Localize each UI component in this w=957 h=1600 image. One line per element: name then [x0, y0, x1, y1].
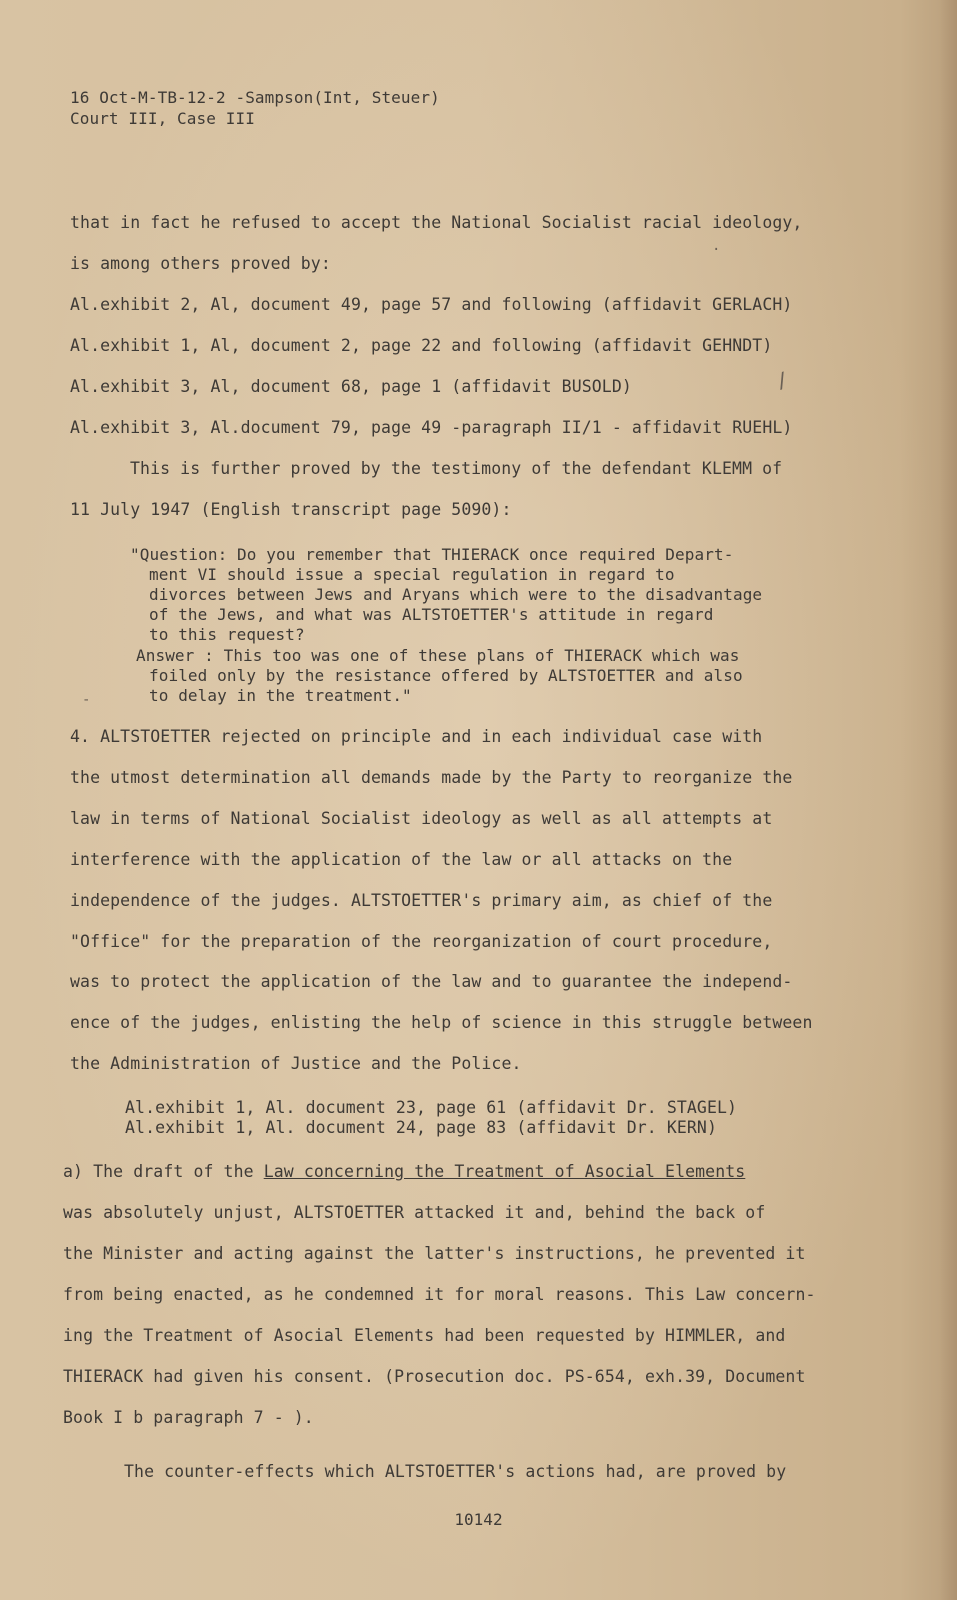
body-line: the Administration of Justice and the Police.: [70, 1054, 522, 1073]
body-line: the utmost determination all demands made by the Party to reorganize the: [70, 768, 793, 787]
pencil-mark: /: [772, 366, 792, 394]
section-marker-text: a) The draft of the: [63, 1162, 264, 1181]
quote-line: divorces between Jews and Aryans which were to the disadvantage: [149, 585, 763, 604]
exhibit-reference: Al.exhibit 3, Al, document 68, page 1 (affidavit BUSOLD): [70, 377, 632, 396]
quote-line: ment VI should issue a special regulation in regard to: [149, 565, 675, 584]
body-line: law in terms of National Socialist ideology as well as all attempts at: [70, 809, 773, 828]
body-line: Book I b paragraph 7 - ).: [63, 1408, 314, 1427]
quote-line: "Question: Do you remember that THIERACK once required Depart-: [130, 545, 734, 564]
body-line: from being enacted, as he condemned it for moral reasons. This Law concern-: [63, 1285, 816, 1304]
body-line: ence of the judges, enlisting the help of science in this struggle between: [70, 1013, 813, 1032]
quote-line: Answer : This too was one of these plans of THIERACK which was: [136, 646, 740, 665]
body-line: [63, 1162, 745, 1181]
body-line: was to protect the application of the law and to guarantee the independ-: [70, 972, 793, 991]
exhibit-reference: Al.exhibit 2, Al, document 49, page 57 and following (affidavit GERLACH): [70, 295, 793, 314]
body-line: "Office" for the preparation of the reorganization of court procedure,: [70, 932, 773, 951]
body-line: was absolutely unjust, ALTSTOETTER attacked it and, behind the back of: [63, 1203, 766, 1222]
body-line: 11 July 1947 (English transcript page 5090):: [70, 500, 512, 519]
page-number: 10142: [454, 1510, 503, 1529]
body-line: ing the Treatment of Asocial Elements had been requested by HIMMLER, and: [63, 1326, 786, 1345]
exhibit-reference: Al.exhibit 1, Al. document 24, page 83 (affidavit Dr. KERN): [125, 1118, 717, 1137]
pencil-mark: -: [82, 692, 91, 708]
body-line: interference with the application of the law or all attacks on the: [70, 850, 733, 869]
exhibit-reference: Al.exhibit 1, Al. document 23, page 61 (affidavit Dr. STAGEL): [125, 1098, 738, 1117]
body-line: The counter-effects which ALTSTOETTER's actions had, are proved by: [124, 1462, 787, 1481]
exhibit-reference: Al.exhibit 1, Al, document 2, page 22 and following (affidavit GEHNDT): [70, 336, 773, 355]
page-edge-shadow: [939, 0, 957, 1600]
body-line: is among others proved by:: [70, 254, 331, 273]
body-line: THIERACK had given his consent. (Prosecution doc. PS-654, exh.39, Document: [63, 1367, 806, 1386]
underlined-law-title: Law concerning the Treatment of Asocial Elements: [263, 1162, 746, 1181]
quote-line: to this request?: [149, 625, 305, 644]
body-line: This is further proved by the testimony of the defendant KLEMM of: [130, 459, 783, 478]
body-line: the Minister and acting against the latter's instructions, he prevented it: [63, 1244, 806, 1263]
quote-line: of the Jews, and what was ALTSTOETTER's attitude in regard: [149, 605, 714, 624]
quote-line: foiled only by the resistance offered by ALTSTOETTER and also: [149, 666, 743, 685]
header-court: Court III, Case III: [70, 109, 255, 128]
body-line: independence of the judges. ALTSTOETTER's primary aim, as chief of the: [70, 891, 773, 910]
body-line: 4. ALTSTOETTER rejected on principle and in each individual case with: [70, 727, 763, 746]
body-line: that in fact he refused to accept the National Socialist racial ideology,: [70, 213, 803, 232]
ink-speck: ·: [712, 242, 721, 258]
exhibit-reference: Al.exhibit 3, Al.document 79, page 49 -paragraph II/1 - affidavit RUEHL): [70, 418, 793, 437]
header-reference: 16 Oct-M-TB-12-2 -Sampson(Int, Steuer): [70, 88, 440, 107]
quote-line: to delay in the treatment.": [149, 686, 412, 705]
